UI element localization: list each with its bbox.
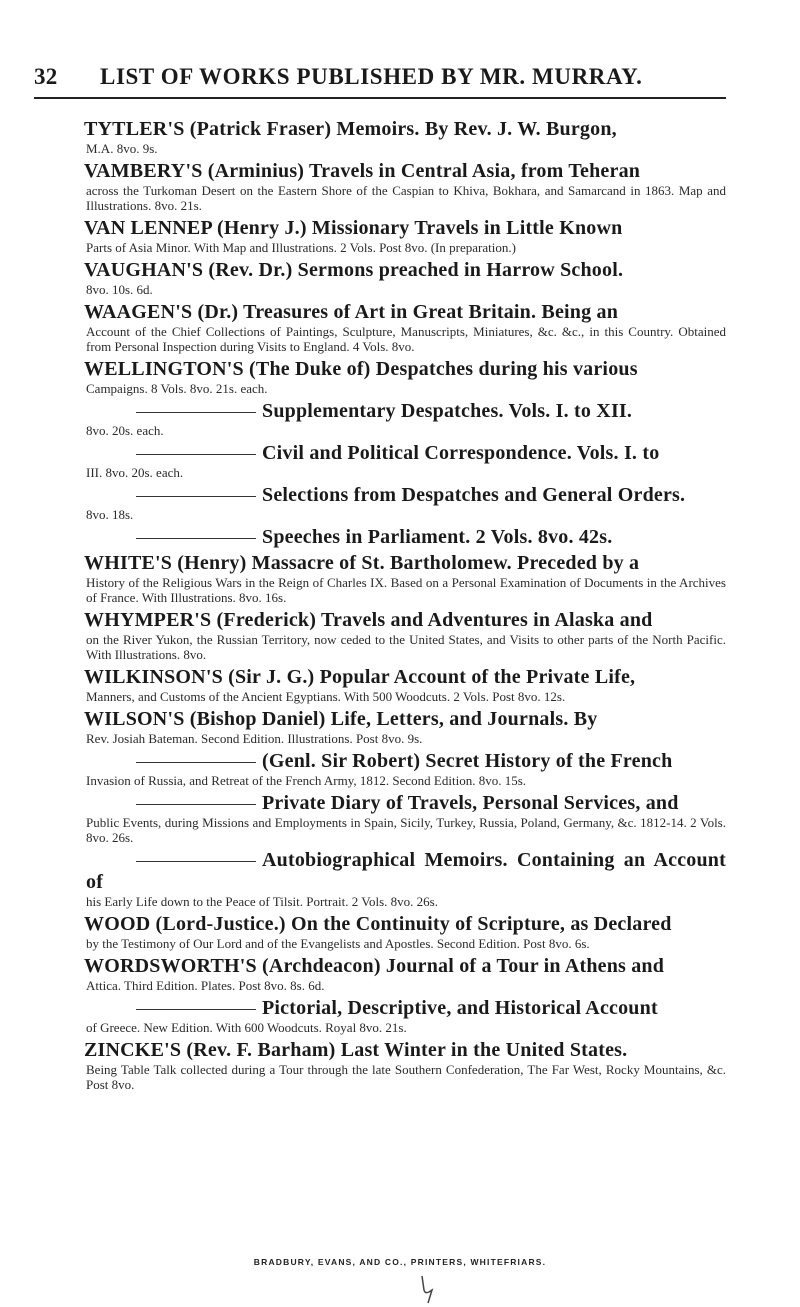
entry-details: M.A. 8vo. 9s. xyxy=(86,141,158,156)
entry-details: History of the Religious Wars in the Reign of Charles IX. Based on a Personal Examination of Documents in the Archives of France. With Illustrations. 8vo. 16s. xyxy=(86,575,726,605)
entry-details: 8vo. 18s. xyxy=(86,507,134,522)
entry-details: 8vo. 20s. each. xyxy=(86,423,164,438)
entry-details: III. 8vo. 20s. each. xyxy=(86,465,184,480)
entry-title: ZINCKE'S (Rev. F. Barham) Last Winter in the United States. xyxy=(84,1039,628,1061)
entry-title: WILKINSON'S (Sir J. G.) Popular Account of the Private Life, xyxy=(84,666,636,688)
page-header xyxy=(34,64,726,88)
entry-details: Campaigns. 8 Vols. 8vo. 21s. each. xyxy=(86,381,268,396)
entry-title: TYTLER'S (Patrick Fraser) Memoirs. By Rev. J. W. Burgon, xyxy=(84,118,617,140)
entry-details: Invasion of Russia, and Retreat of the French Army, 1812. Second Edition. 8vo. 15s. xyxy=(86,773,527,788)
ink-mark-icon xyxy=(418,1274,440,1304)
entry-title: WHITE'S (Henry) Massacre of St. Bartholomew. Preceded by a xyxy=(84,552,640,574)
entry-details: his Early Life down to the Peace of Tilsit. Portrait. 2 Vols. 8vo. 26s. xyxy=(86,894,438,909)
catalog-entry xyxy=(86,955,726,993)
entry-title: WILSON'S (Bishop Daniel) Life, Letters, and Journals. By xyxy=(84,708,598,730)
entry-title: (Genl. Sir Robert) Secret History of the French xyxy=(86,750,726,772)
catalog-entry xyxy=(86,750,726,788)
catalog-entry xyxy=(86,526,726,548)
catalog-entry xyxy=(86,442,726,480)
entry-title: VAN LENNEP (Henry J.) Missionary Travels in Little Known xyxy=(84,217,623,239)
running-title: LIST OF WORKS PUBLISHED BY MR. MURRAY. xyxy=(100,64,643,89)
entry-details: Manners, and Customs of the Ancient Egyptians. With 500 Woodcuts. 2 Vols. Post 8vo. 12s. xyxy=(86,689,566,704)
entry-details: Rev. Josiah Bateman. Second Edition. Illustrations. Post 8vo. 9s. xyxy=(86,731,423,746)
entry-title: Speeches in Parliament. 2 Vols. 8vo. 42s. xyxy=(86,526,726,548)
ditto-dash xyxy=(136,496,256,497)
entry-title: WOOD (Lord-Justice.) On the Continuity of Scripture, as Declared xyxy=(84,913,672,935)
entry-title: VAMBERY'S (Arminius) Travels in Central Asia, from Teheran xyxy=(84,160,641,182)
catalog-entry xyxy=(86,792,726,845)
catalog-entry xyxy=(86,358,726,396)
catalog-entry xyxy=(86,484,726,522)
entry-details: by the Testimony of Our Lord and of the Evangelists and Apostles. Second Edition. Post 8vo. 6s. xyxy=(86,936,590,951)
catalog-entry xyxy=(86,609,726,662)
entry-details: Attica. Third Edition. Plates. Post 8vo. 8s. 6d. xyxy=(86,978,325,993)
catalog-entry xyxy=(86,913,726,951)
entry-details: Being Table Talk collected during a Tour through the late Southern Confederation, The Far West, Rocky Mountains, &c. Post 8vo. xyxy=(86,1062,726,1092)
catalog-entry xyxy=(86,160,726,213)
entry-details: Parts of Asia Minor. With Map and Illustrations. 2 Vols. Post 8vo. (In preparation.) xyxy=(86,240,516,255)
catalog-entry xyxy=(86,118,726,156)
header-rule xyxy=(34,97,726,99)
entry-details: of Greece. New Edition. With 600 Woodcuts. Royal 8vo. 21s. xyxy=(86,1020,407,1035)
catalog-entry xyxy=(86,217,726,255)
entry-title: WHYMPER'S (Frederick) Travels and Adventures in Alaska and xyxy=(84,609,653,631)
catalog-entry xyxy=(86,301,726,354)
page-number: 32 xyxy=(34,64,58,89)
entry-title: Pictorial, Descriptive, and Historical Account xyxy=(86,997,726,1019)
ditto-dash xyxy=(136,412,256,413)
catalog-entry xyxy=(86,666,726,704)
entry-title: Autobiographical Memoirs. Containing an Account of xyxy=(86,849,726,893)
entry-details: Public Events, during Missions and Employments in Spain, Sicily, Turkey, Russia, Poland, Germany, &c. 1812-14. 2 Vols. 8vo. 26s. xyxy=(86,815,726,845)
ditto-dash xyxy=(136,454,256,455)
catalog-entry xyxy=(86,400,726,438)
catalog-entry xyxy=(86,997,726,1035)
catalog-entry xyxy=(86,849,726,909)
printer-imprint: BRADBURY, EVANS, AND CO., PRINTERS, WHITEFRIARS. xyxy=(253,1257,547,1267)
ditto-dash xyxy=(136,861,256,862)
catalog-entry xyxy=(86,708,726,746)
entry-title: VAUGHAN'S (Rev. Dr.) Sermons preached in Harrow School. xyxy=(84,259,624,281)
ditto-dash xyxy=(136,804,256,805)
ditto-dash xyxy=(136,762,256,763)
entry-details: 8vo. 10s. 6d. xyxy=(86,282,153,297)
entry-title: WELLINGTON'S (The Duke of) Despatches during his various xyxy=(84,358,638,380)
entry-title: Private Diary of Travels, Personal Services, and xyxy=(86,792,726,814)
entry-list xyxy=(86,118,726,1096)
ditto-dash xyxy=(136,1009,256,1010)
catalog-entry xyxy=(86,259,726,297)
entry-title: WAAGEN'S (Dr.) Treasures of Art in Great Britain. Being an xyxy=(84,301,619,323)
ditto-dash xyxy=(136,538,256,539)
entry-details: across the Turkoman Desert on the Eastern Shore of the Caspian to Khiva, Bokhara, and Samarcand in 1863. Map and Illustrations. 8vo. 21s. xyxy=(86,183,726,213)
entry-title: Selections from Despatches and General Orders. xyxy=(86,484,726,506)
entry-title: Civil and Political Correspondence. Vols. I. to xyxy=(86,442,726,464)
catalog-entry xyxy=(86,552,726,605)
catalog-entry xyxy=(86,1039,726,1092)
entry-title: WORDSWORTH'S (Archdeacon) Journal of a Tour in Athens and xyxy=(84,955,665,977)
entry-title: Supplementary Despatches. Vols. I. to XII. xyxy=(86,400,726,422)
entry-details: Account of the Chief Collections of Paintings, Sculpture, Manuscripts, Miniatures, &c. &c., in this Country. Obtained from Personal Inspection during Visits to England. 4 Vols. 8vo. xyxy=(86,324,726,354)
entry-details: on the River Yukon, the Russian Territory, now ceded to the United States, and Visits to other parts of the North Pacific. With Illustrations. 8vo. xyxy=(86,632,726,662)
